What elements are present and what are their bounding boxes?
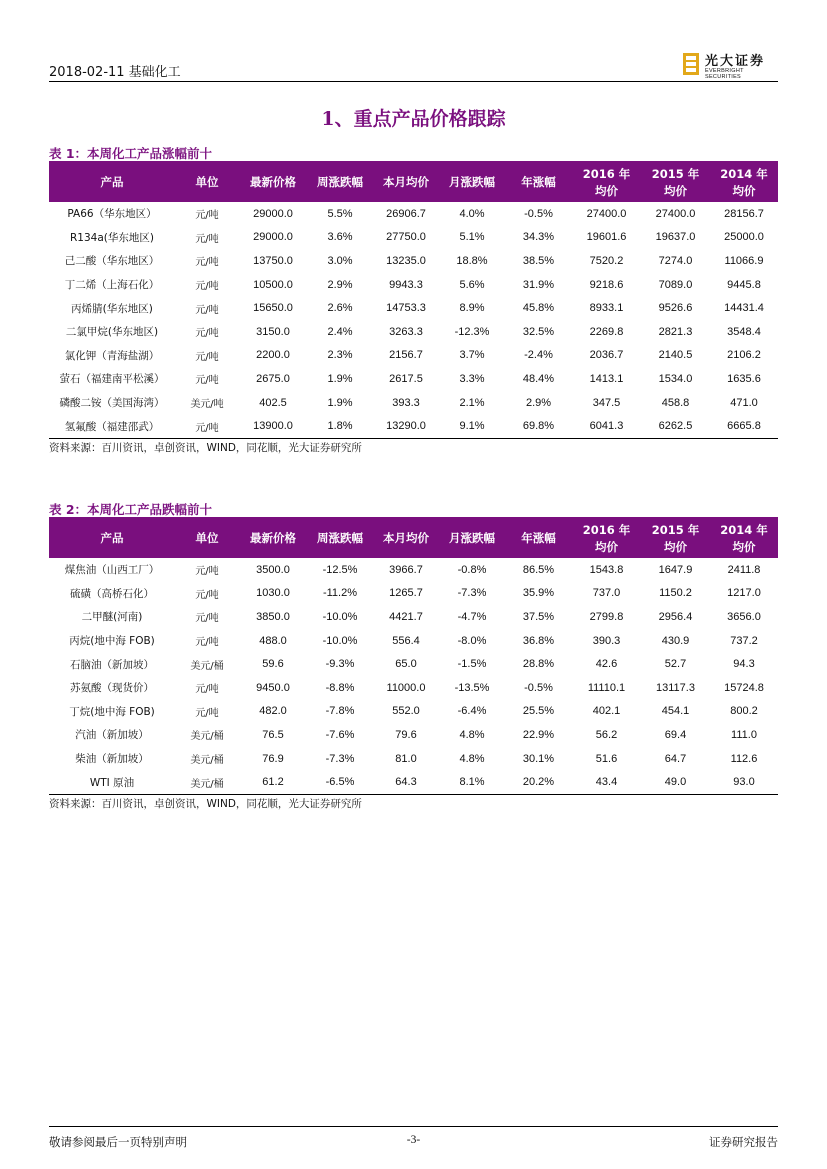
value-cell: -7.8% (325, 705, 355, 718)
column-header: 单位 (175, 519, 239, 558)
value-cell: 8.9% (459, 302, 485, 315)
table2 (49, 519, 778, 795)
value-cell: 552.0 (392, 705, 420, 718)
product-cell: 己二酸（华东地区） (64, 255, 160, 268)
value-cell: -6.4% (457, 705, 487, 718)
value-cell: 9.1% (439, 414, 505, 438)
company-logo (683, 50, 778, 78)
value-cell: 10500.0 (253, 278, 293, 291)
value-cell: 11066.9 (724, 254, 764, 267)
value-cell: 2.4% (327, 325, 353, 338)
value-cell: 31.9% (522, 278, 555, 291)
value-cell: 3150.0 (256, 325, 290, 338)
value-cell: 34.3% (522, 231, 555, 244)
unit-cell: 美元/桶 (190, 755, 224, 767)
value-cell: 13235.0 (386, 254, 426, 267)
product-cell: 丙烯腈(华东地区) (71, 302, 153, 315)
unit-cell: 美元/桶 (175, 770, 239, 794)
product-cell: R134a(华东地区) (70, 231, 154, 244)
value-cell: 1543.8 (589, 563, 624, 576)
value-cell: 9943.3 (389, 278, 423, 291)
product-cell: 硫磺（高桥石化） (70, 587, 154, 600)
product-cell: 氯化钾（青海盐湖） (64, 349, 160, 362)
column-header: 2016 年 均价 (572, 163, 641, 202)
value-cell: 1635.6 (727, 372, 761, 385)
value-cell: 1.9% (327, 372, 353, 385)
value-cell: -0.8% (457, 563, 487, 576)
value-cell: 4.8% (459, 728, 485, 741)
value-cell: 2140.5 (658, 349, 693, 362)
value-cell: 2106.2 (727, 349, 761, 362)
value-cell: -7.6% (325, 728, 355, 741)
value-cell: 48.4% (522, 372, 555, 385)
product-cell: 煤焦油（山西工厂） (64, 564, 160, 577)
value-cell: 52.7 (664, 658, 687, 671)
table-row (49, 414, 778, 438)
table2-header-row (49, 519, 778, 558)
value-cell: 9526.6 (658, 302, 693, 315)
value-cell: 81.0 (395, 752, 417, 765)
header-date-sector: 2018-02-11 基础化工 (49, 65, 181, 80)
table1-caption: 表 1：本周化工产品涨幅前十 (49, 146, 213, 161)
value-cell: 13290.0 (373, 414, 439, 438)
value-cell: 3.3% (459, 372, 485, 385)
table-row (49, 367, 778, 391)
table-row (49, 629, 778, 653)
value-cell: 11000.0 (386, 681, 426, 694)
value-cell: 111.0 (731, 728, 757, 741)
value-cell: 2956.4 (658, 610, 693, 623)
value-cell: 64.3 (373, 770, 439, 794)
product-cell: 磷酸二铵（美国海湾） (59, 397, 165, 410)
page-header (49, 50, 778, 82)
value-cell: 28.8% (522, 658, 555, 671)
value-cell: 27400.0 (655, 207, 696, 220)
value-cell: 69.4 (664, 728, 687, 741)
value-cell: 6041.3 (572, 414, 641, 438)
value-cell: 69.8% (505, 414, 572, 438)
table-row (49, 652, 778, 676)
value-cell: 2411.8 (727, 563, 761, 576)
table-row (49, 320, 778, 344)
value-cell: 13117.3 (656, 681, 695, 694)
value-cell: 1647.9 (658, 563, 693, 576)
value-cell: 20.2% (505, 770, 572, 794)
value-cell: 6665.8 (710, 414, 778, 438)
value-cell: 9450.0 (256, 681, 290, 694)
value-cell: 76.5 (262, 728, 284, 741)
table-row (49, 582, 778, 606)
column-header: 2014 年 均价 (710, 519, 778, 558)
unit-cell: 元/吨 (195, 210, 219, 222)
column-header: 产品 (49, 519, 175, 558)
value-cell: -13.5% (454, 681, 490, 694)
value-cell: 59.6 (262, 658, 284, 671)
value-cell: 4421.7 (389, 610, 423, 623)
footer-disclaimer-note: 敬请参阅最后一页特别声明 (49, 1135, 187, 1149)
value-cell: 430.9 (661, 634, 690, 647)
column-header: 周涨跌幅 (307, 519, 373, 558)
value-cell: 32.5% (522, 325, 555, 338)
value-cell: -6.5% (307, 770, 373, 794)
value-cell: 19601.6 (586, 231, 627, 244)
column-header: 产品 (49, 163, 175, 202)
value-cell: 94.3 (733, 658, 755, 671)
value-cell: 30.1% (522, 752, 555, 765)
value-cell: 488.0 (259, 634, 287, 647)
value-cell: 7520.2 (589, 254, 624, 267)
value-cell: 2.6% (327, 302, 353, 315)
unit-cell: 美元/吨 (190, 399, 224, 411)
value-cell: 61.2 (239, 770, 307, 794)
value-cell: 64.7 (664, 752, 687, 765)
footer-rule (49, 1126, 778, 1127)
value-cell: 19637.0 (655, 231, 696, 244)
column-header: 本月均价 (373, 519, 439, 558)
value-cell: 2.3% (327, 349, 353, 362)
value-cell: 86.5% (522, 563, 555, 576)
value-cell: 1150.2 (659, 587, 692, 600)
column-header: 月涨跌幅 (439, 163, 505, 202)
value-cell: 43.4 (572, 770, 641, 794)
value-cell: 1534.0 (658, 372, 693, 385)
table-row (49, 605, 778, 629)
value-cell: 76.9 (262, 752, 284, 765)
value-cell: -9.3% (325, 658, 355, 671)
value-cell: 27750.0 (386, 231, 426, 244)
value-cell: -10.0% (322, 634, 358, 647)
value-cell: 1030.0 (256, 587, 290, 600)
product-cell: 柴油（新加坡） (75, 753, 149, 766)
value-cell: 27400.0 (586, 207, 627, 220)
value-cell: 2.9% (525, 396, 552, 409)
value-cell: 471.0 (730, 396, 758, 409)
value-cell: 3500.0 (256, 563, 290, 576)
table-row (49, 676, 778, 700)
unit-cell: 元/吨 (195, 566, 219, 578)
value-cell: 65.0 (395, 658, 417, 671)
value-cell: 56.2 (595, 728, 618, 741)
table-row (49, 747, 778, 771)
value-cell: 402.5 (259, 396, 287, 409)
table1-source: 资料来源：百川资讯，卓创资讯，WIND，同花顺，光大证券研究所 (49, 442, 362, 454)
product-cell: 苏氨酸（现货价） (70, 682, 154, 695)
value-cell: 93.0 (710, 770, 778, 794)
value-cell: 1413.1 (589, 372, 624, 385)
value-cell: 3850.0 (256, 610, 290, 623)
value-cell: 15650.0 (253, 302, 293, 315)
value-cell: 13900.0 (239, 414, 307, 438)
value-cell: 112.6 (730, 752, 758, 765)
value-cell: -0.5% (524, 681, 553, 694)
value-cell: 737.2 (730, 634, 758, 647)
table-row (49, 558, 778, 582)
value-cell: 2036.7 (589, 349, 624, 362)
table-row (49, 296, 778, 320)
unit-cell: 元/吨 (195, 328, 219, 340)
product-cell: 二甲醚(河南) (81, 611, 143, 624)
value-cell: 11110.1 (587, 681, 626, 694)
value-cell: 5.1% (459, 231, 485, 244)
value-cell: 14431.4 (724, 302, 764, 315)
value-cell: 3548.4 (727, 325, 761, 338)
table1-header-row (49, 163, 778, 202)
value-cell: 38.5% (522, 254, 555, 267)
product-cell: 丁二烯（上海石化） (64, 279, 160, 292)
page-footer (49, 1126, 778, 1156)
product-cell: 萤石（福建南平松溪） (59, 373, 165, 386)
value-cell: 49.0 (641, 770, 710, 794)
value-cell: 390.3 (592, 634, 621, 647)
unit-cell: 元/吨 (195, 637, 219, 649)
table-row (49, 344, 778, 368)
value-cell: 79.6 (395, 728, 417, 741)
value-cell: 2799.8 (589, 610, 624, 623)
value-cell: 4.0% (459, 207, 485, 220)
column-header: 年涨幅 (505, 163, 572, 202)
value-cell: 28156.7 (724, 207, 764, 220)
value-cell: 737.0 (592, 587, 621, 600)
value-cell: 2269.8 (589, 325, 624, 338)
value-cell: 51.6 (595, 752, 618, 765)
table2-caption: 表 2：本周化工产品跌幅前十 (49, 502, 213, 517)
value-cell: 3656.0 (727, 610, 761, 623)
value-cell: -8.0% (457, 634, 487, 647)
table-row (49, 391, 778, 415)
column-header: 本月均价 (373, 163, 439, 202)
value-cell: 2.9% (327, 278, 353, 291)
value-cell: 800.2 (730, 705, 758, 718)
value-cell: -10.0% (322, 610, 358, 623)
value-cell: -11.2% (322, 587, 358, 600)
value-cell: 22.9% (522, 728, 555, 741)
value-cell: 3263.3 (389, 325, 423, 338)
value-cell: 35.9% (522, 587, 555, 600)
column-header: 月涨跌幅 (439, 519, 505, 558)
value-cell: 5.5% (327, 207, 353, 220)
value-cell: 9445.8 (727, 278, 761, 291)
value-cell: 25000.0 (724, 231, 764, 244)
unit-cell: 元/吨 (195, 613, 219, 625)
value-cell: 8.1% (439, 770, 505, 794)
value-cell: 7089.0 (658, 278, 693, 291)
table-row (49, 226, 778, 250)
unit-cell: 元/吨 (195, 281, 219, 293)
value-cell: 9218.6 (589, 278, 624, 291)
value-cell: -7.3% (325, 752, 355, 765)
logo-english-name: EVERBRIGHT SECURITIES (705, 68, 744, 80)
product-cell: WTI 原油 (49, 770, 175, 794)
unit-cell: 美元/桶 (190, 731, 224, 743)
table-row (49, 202, 778, 226)
table-row (49, 273, 778, 297)
product-cell: 石脑油（新加坡） (70, 658, 154, 671)
value-cell: 7274.0 (658, 254, 693, 267)
header-rule (49, 81, 778, 82)
table1 (49, 163, 778, 439)
value-cell: 347.5 (592, 396, 621, 409)
value-cell: 402.1 (592, 705, 621, 718)
unit-cell: 元/吨 (195, 351, 219, 363)
value-cell: 2.1% (459, 396, 485, 409)
footer-report-type: 证券研究报告 (709, 1135, 778, 1149)
value-cell: 5.6% (459, 278, 485, 291)
column-header: 最新价格 (239, 163, 307, 202)
value-cell: 1.9% (327, 396, 353, 409)
table2-source: 资料来源：百川资讯，卓创资讯，WIND，同花顺，光大证券研究所 (49, 798, 362, 810)
value-cell: 2675.0 (256, 372, 290, 385)
value-cell: 25.5% (522, 705, 555, 718)
logo-chinese-name: 光大证券 (705, 54, 766, 69)
page-number: -3- (406, 1134, 421, 1146)
unit-cell: 元/吨 (195, 257, 219, 269)
value-cell: -4.7% (457, 610, 487, 623)
column-header: 年涨幅 (505, 519, 572, 558)
table-row (49, 249, 778, 273)
unit-cell: 元/吨 (195, 589, 219, 601)
value-cell: 26906.7 (386, 207, 426, 220)
value-cell: 3966.7 (389, 563, 423, 576)
column-header: 最新价格 (239, 519, 307, 558)
value-cell: 29000.0 (253, 231, 293, 244)
column-header: 2015 年 均价 (641, 519, 710, 558)
value-cell: 6262.5 (641, 414, 710, 438)
table-row (49, 723, 778, 747)
value-cell: 36.8% (522, 634, 555, 647)
value-cell: 2200.0 (256, 349, 290, 362)
column-header: 2015 年 均价 (641, 163, 710, 202)
unit-cell: 元/吨 (195, 684, 219, 696)
column-header: 单位 (175, 163, 239, 202)
value-cell: 556.4 (392, 634, 420, 647)
value-cell: 18.8% (456, 254, 488, 267)
table-row (49, 700, 778, 724)
unit-cell: 元/吨 (175, 414, 239, 438)
unit-cell: 元/吨 (195, 233, 219, 245)
value-cell: 2156.7 (389, 349, 423, 362)
value-cell: 454.1 (661, 705, 690, 718)
value-cell: 1.8% (307, 414, 373, 438)
product-cell: 丁烷(地中海 FOB) (69, 705, 155, 718)
value-cell: 3.0% (327, 254, 353, 267)
column-header: 2016 年 均价 (572, 519, 641, 558)
table-row (49, 770, 778, 794)
value-cell: 3.7% (459, 349, 485, 362)
product-cell: PA66（华东地区） (67, 208, 157, 221)
value-cell: 458.8 (661, 396, 690, 409)
value-cell: 4.8% (459, 752, 485, 765)
value-cell: -0.5% (524, 207, 553, 220)
logo-mark-icon (683, 53, 699, 75)
value-cell: -7.3% (457, 587, 487, 600)
product-cell: 二氯甲烷(华东地区) (65, 326, 159, 339)
value-cell: 15724.8 (724, 681, 764, 694)
value-cell: 8933.1 (589, 302, 624, 315)
value-cell: 42.6 (595, 658, 618, 671)
value-cell: 1217.0 (727, 587, 761, 600)
value-cell: 2821.3 (658, 325, 693, 338)
value-cell: 393.3 (392, 396, 420, 409)
unit-cell: 元/吨 (195, 304, 219, 316)
value-cell: -8.8% (325, 681, 355, 694)
value-cell: 14753.3 (386, 302, 426, 315)
value-cell: -12.3% (454, 325, 490, 338)
section-title: 1、重点产品价格跟踪 (321, 108, 506, 130)
product-cell: 氢氟酸（福建邵武） (49, 414, 175, 438)
value-cell: -12.5% (322, 563, 358, 576)
value-cell: 13750.0 (253, 254, 293, 267)
column-header: 2014 年 均价 (710, 163, 778, 202)
value-cell: 3.6% (327, 231, 353, 244)
value-cell: 482.0 (259, 705, 287, 718)
unit-cell: 元/吨 (195, 707, 219, 719)
value-cell: -2.4% (524, 349, 553, 362)
value-cell: 2617.5 (389, 372, 423, 385)
product-cell: 汽油（新加坡） (75, 729, 149, 742)
value-cell: -1.5% (457, 658, 487, 671)
unit-cell: 美元/桶 (190, 660, 224, 672)
value-cell: 1265.7 (389, 587, 423, 600)
value-cell: 29000.0 (253, 207, 293, 220)
column-header: 周涨跌幅 (307, 163, 373, 202)
unit-cell: 元/吨 (195, 375, 219, 387)
product-cell: 丙烷(地中海 FOB) (69, 635, 155, 648)
value-cell: 37.5% (522, 610, 555, 623)
value-cell: 45.8% (522, 302, 555, 315)
